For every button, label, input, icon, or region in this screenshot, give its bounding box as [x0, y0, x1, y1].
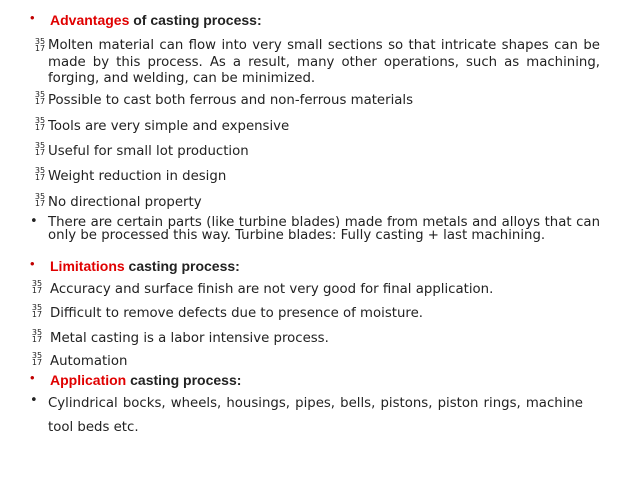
turbine-note: There are certain parts (like turbine blades) made from metals and alloys that can only be processed this way. Turbine blades: Fully casting + last machining.	[48, 215, 600, 243]
advantages-heading-rest: of casting process:	[129, 12, 262, 28]
item-marker: 35 17	[34, 166, 46, 182]
item-marker: 35 17	[31, 351, 43, 367]
item-marker: 35 17	[31, 279, 43, 295]
advantages-item: Molten material can flow into very small sections so that intricate shapes can be made by this process. As a result, many other operations, such as machining, forging, and welding, can be minimized.	[48, 38, 600, 86]
application-note: Cylindrical bocks, wheels, housings, pipes, bells, pistons, piston rings, machine tool beds etc.	[48, 396, 583, 435]
limitations-item: Accuracy and surface finish are not very good for final application.	[50, 282, 494, 297]
limitations-heading-rest: casting process:	[124, 258, 240, 274]
item-marker: 35 17	[34, 141, 46, 157]
application-heading	[50, 372, 241, 388]
limitations-item: Automation	[50, 354, 128, 369]
advantages-heading-highlight: Advantages	[50, 12, 130, 28]
advantages-item: Useful for small lot production	[48, 144, 249, 159]
section-bullet: •	[30, 10, 35, 25]
limitations-heading-highlight: Limitations	[50, 258, 125, 274]
advantages-item: Weight reduction in design	[48, 169, 227, 184]
section-bullet: •	[30, 370, 35, 385]
item-marker: 35 17	[34, 116, 46, 132]
item-marker: 35 17	[34, 37, 46, 53]
note-bullet: •	[30, 393, 38, 408]
advantages-item: No directional property	[48, 195, 202, 210]
note-bullet: •	[30, 214, 38, 229]
section-bullet: •	[30, 256, 35, 271]
limitations-item: Difficult to remove defects due to presence of moisture.	[50, 306, 423, 321]
limitations-item: Metal casting is a labor intensive process.	[50, 331, 329, 346]
item-marker: 35 17	[34, 90, 46, 106]
application-heading-highlight: Application	[50, 372, 127, 388]
advantages-heading	[50, 12, 262, 28]
item-marker: 35 17	[34, 192, 46, 208]
advantages-item: Tools are very simple and expensive	[48, 119, 290, 134]
item-marker: 35 17	[31, 303, 43, 319]
item-marker: 35 17	[31, 328, 43, 344]
advantages-item: Possible to cast both ferrous and non-ferrous materials	[48, 93, 414, 108]
limitations-heading	[50, 258, 240, 274]
application-heading-rest: casting process:	[126, 372, 242, 388]
